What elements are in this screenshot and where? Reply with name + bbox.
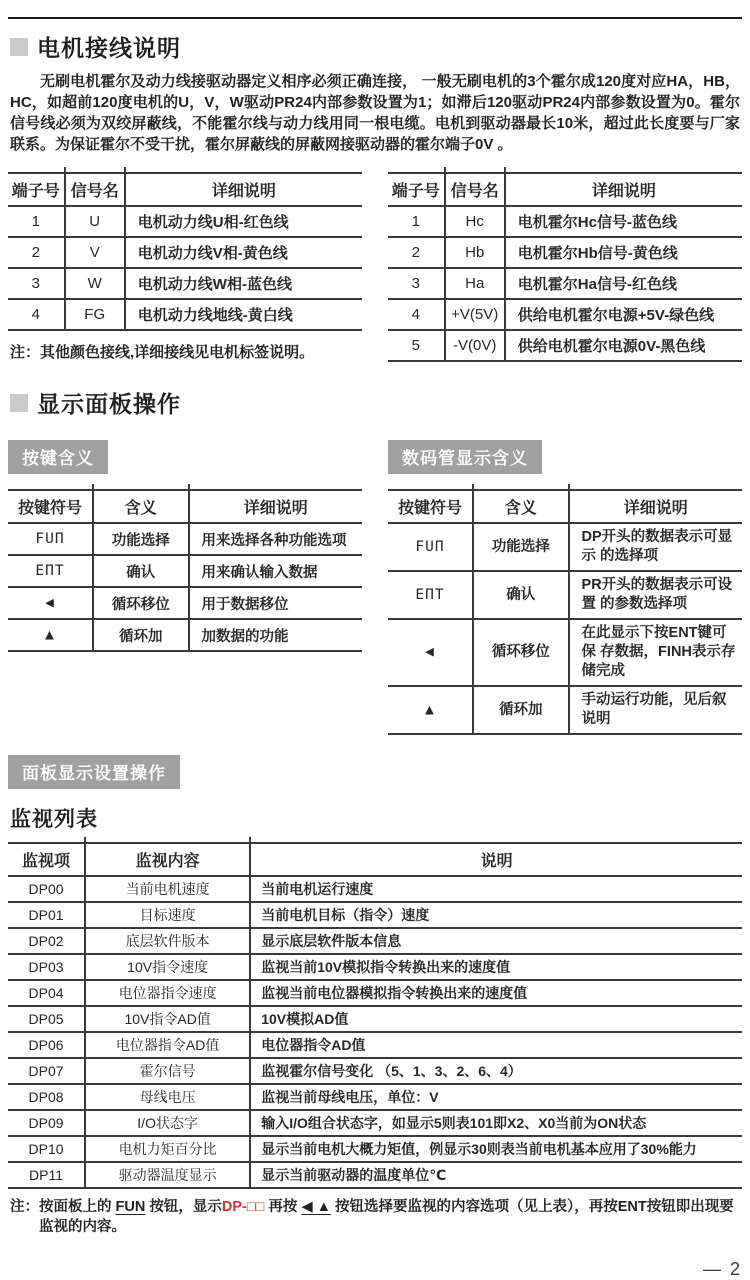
table-row [8,619,362,651]
table-cell: 电机霍尔Ha信号-红色线 [505,268,742,299]
section-title-wiring [10,30,742,63]
wiring-note: 注：其他颜色接线,详细接线见电机标签说明。 [10,344,315,361]
table-cell: DP开头的数据表示可显示 的选择项 [569,523,742,571]
table-row [8,1032,742,1058]
section-marker-icon [10,38,28,56]
table-cell: 加数据的功能 [189,619,362,651]
section-title-text: 显示面板操作 [37,391,181,417]
table-row [8,555,362,587]
table-row [388,523,742,571]
table-cell: DP11 [8,1162,85,1188]
table-cell: 当前电机速度 [85,876,250,902]
table-row [8,237,362,268]
table-cell: 4 [388,299,445,330]
table-row [8,1084,742,1110]
table-cell: 电机动力线地线-黄白线 [125,299,362,330]
keys-table [8,489,362,652]
page-number: — 2 [702,1259,742,1279]
table-cell: 用于数据移位 [189,587,362,619]
table-cell: 电位器指令AD值 [85,1032,250,1058]
table-row [8,299,362,330]
table-row [388,330,742,361]
table-cell: 功能选择 [473,523,569,571]
table-cell: 手动运行功能，见后叙说明 [569,686,742,734]
table-cell: 监视当前电位器模拟指令转换出来的速度值 [250,980,742,1006]
table-cell: 监视霍尔信号变化 （5、1、3、2、6、4） [250,1058,742,1084]
monitor-table [8,842,742,1189]
table-cell: DP05 [8,1006,85,1032]
table-cell: 3 [8,268,65,299]
table-row [8,1058,742,1084]
table-row [388,619,742,686]
panel-settings-badge: 面板显示设置操作 [8,755,180,789]
table-row [8,1006,742,1032]
table-cell: FG [65,299,125,330]
table-cell: FUΠ [388,523,473,571]
table-cell: ◀ [8,587,93,619]
table-cell: ▲ [388,686,473,734]
table-cell: 1 [388,206,445,237]
power-terminal-table [8,172,362,331]
table-cell: 确认 [93,555,189,587]
table-cell: 当前电机运行速度 [250,876,742,902]
table-row [8,902,742,928]
table-row [388,206,742,237]
table-cell: 4 [8,299,65,330]
table-cell: V [65,237,125,268]
table-header-cell: 按键符号 [8,490,93,523]
table-row [8,928,742,954]
section-title-text: 电机接线说明 [37,35,181,61]
table-cell: DP02 [8,928,85,954]
table-cell: 电位器指令速度 [85,980,250,1006]
table-cell: 2 [388,237,445,268]
table-cell: 电机动力线U相-红色线 [125,206,362,237]
table-cell: I/O状态字 [85,1110,250,1136]
table-row [388,686,742,734]
table-row [8,876,742,902]
table-cell: 10V指令AD值 [85,1006,250,1032]
table-cell: DP03 [8,954,85,980]
section-title-panel [10,386,742,419]
table-header-cell: 监视内容 [85,843,250,876]
table-cell: 驱动器温度显示 [85,1162,250,1188]
hall-terminal-table [388,172,742,362]
table-row [8,206,362,237]
table-header-cell: 详细说明 [569,490,742,523]
table-header-cell: 含义 [93,490,189,523]
table-header-row [8,490,362,523]
table-header-cell: 详细说明 [505,173,742,206]
table-row [8,268,362,299]
keys-badge: 按键含义 [8,440,108,474]
table-header-cell: 说明 [250,843,742,876]
table-row [8,954,742,980]
fun-key-label: FUN [115,1199,146,1215]
table-row [8,1110,742,1136]
table-header-row [388,490,742,523]
table-cell: -V(0V) [445,330,505,361]
table-header-cell: 详细说明 [125,173,362,206]
table-header-cell: 详细说明 [189,490,362,523]
table-row [8,587,362,619]
table-row [8,1162,742,1188]
table-cell: 监视当前母线电压，单位：V [250,1084,742,1110]
monitor-note [10,1197,742,1237]
table-cell: 10V指令速度 [85,954,250,980]
section-marker-icon [10,394,28,412]
table-cell: 电机动力线W相-蓝色线 [125,268,362,299]
table-header-row [8,173,362,206]
table-cell: 5 [388,330,445,361]
table-cell: +V(5V) [445,299,505,330]
table-cell: Hc [445,206,505,237]
wiring-intro-paragraph: 无刷电机霍尔及动力线接驱动器定义相序必须正确连接， 一般无刷电机的3个霍尔成120度对应HA，HB，HC，如超前120度电机的U，V，W驱动PR24内部参数设置为1；如滞后120驱动PR24内部参数设置为0。霍尔信号线必须为双绞屏蔽线，不能霍尔线与动力线用同一根电缆。电机到驱动器最长10米，超过此长度要与厂家联系。为保证霍尔不受干扰，霍尔屏蔽线的屏蔽网接驱动器的霍尔端子0V 。 [10,73,740,153]
table-row [8,980,742,1006]
table-cell: 用来选择各种功能选项 [189,523,362,555]
table-cell: Hb [445,237,505,268]
note-label: 注： [10,1199,39,1215]
table-row [8,523,362,555]
table-cell: DP08 [8,1084,85,1110]
table-cell: DP06 [8,1032,85,1058]
table-row [388,299,742,330]
table-row [388,237,742,268]
table-cell: 霍尔信号 [85,1058,250,1084]
table-cell: EΠT [8,555,93,587]
table-cell: ◀ [388,619,473,686]
table-header-row [388,173,742,206]
table-cell: 显示当前驱动器的温度单位℃ [250,1162,742,1188]
table-header-cell: 含义 [473,490,569,523]
table-header-cell: 监视项 [8,843,85,876]
table-cell: W [65,268,125,299]
table-cell: DP09 [8,1110,85,1136]
table-cell: PR开头的数据表示可设置 的参数选择项 [569,571,742,619]
table-cell: DP04 [8,980,85,1006]
table-cell: 电位器指令AD值 [250,1032,742,1058]
table-cell: 3 [388,268,445,299]
display-table [388,489,742,735]
table-cell: 功能选择 [93,523,189,555]
table-row [8,1136,742,1162]
table-cell: 用来确认输入数据 [189,555,362,587]
table-cell: 循环加 [473,686,569,734]
table-cell: 供给电机霍尔电源0V-黑色线 [505,330,742,361]
table-cell: 供给电机霍尔电源+5V-绿色线 [505,299,742,330]
table-cell: 输入I/O组合状态字，如显示5则表101即X2、X0当前为ON状态 [250,1110,742,1136]
table-cell: 确认 [473,571,569,619]
table-cell: 循环加 [93,619,189,651]
display-badge: 数码管显示含义 [388,440,542,474]
table-cell: 显示当前电机大概力矩值，例显示30则表当前电机基本应用了30%能力 [250,1136,742,1162]
table-cell: 电机动力线V相-黄色线 [125,237,362,268]
table-cell: 2 [8,237,65,268]
table-cell: 1 [8,206,65,237]
table-cell: EΠT [388,571,473,619]
table-cell: DP01 [8,902,85,928]
dp-display-code: DP-□□ [221,1199,265,1215]
table-cell: 电机力矩百分比 [85,1136,250,1162]
table-header-cell: 信号名 [445,173,505,206]
table-cell: 循环移位 [473,619,569,686]
monitor-list-title: 监视列表 [10,808,98,831]
table-cell: 电机霍尔Hb信号-黄色线 [505,237,742,268]
table-cell: DP10 [8,1136,85,1162]
arrow-keys-label: ◀ ▲ [301,1199,331,1215]
table-cell: ▲ [8,619,93,651]
table-cell: 在此显示下按ENT键可保 存数据，FINH表示存储完成 [569,619,742,686]
table-header-cell: 按键符号 [388,490,473,523]
table-cell: DP00 [8,876,85,902]
table-cell: 监视当前10V模拟指令转换出来的速度值 [250,954,742,980]
table-cell: Ha [445,268,505,299]
top-rule [8,17,742,19]
table-cell: 当前电机目标（指令）速度 [250,902,742,928]
table-cell: 底层软件版本 [85,928,250,954]
table-header-row [8,843,742,876]
table-cell: 电机霍尔Hc信号-蓝色线 [505,206,742,237]
table-cell: U [65,206,125,237]
table-row [388,571,742,619]
note-body: 按面板上的 FUN 按钮，显示DP-□□ 再按 ◀ ▲ 按钮选择要监视的内容选项（见上表），再按ENT按钮即出现要监视的内容。 [39,1199,734,1235]
table-cell: 显示底层软件版本信息 [250,928,742,954]
table-cell: DP07 [8,1058,85,1084]
table-header-cell: 端子号 [388,173,445,206]
table-cell: 循环移位 [93,587,189,619]
table-cell: 母线电压 [85,1084,250,1110]
table-cell: 目标速度 [85,902,250,928]
table-header-cell: 信号名 [65,173,125,206]
table-cell: FUΠ [8,523,93,555]
table-cell: 10V模拟AD值 [250,1006,742,1032]
table-row [388,268,742,299]
table-header-cell: 端子号 [8,173,65,206]
